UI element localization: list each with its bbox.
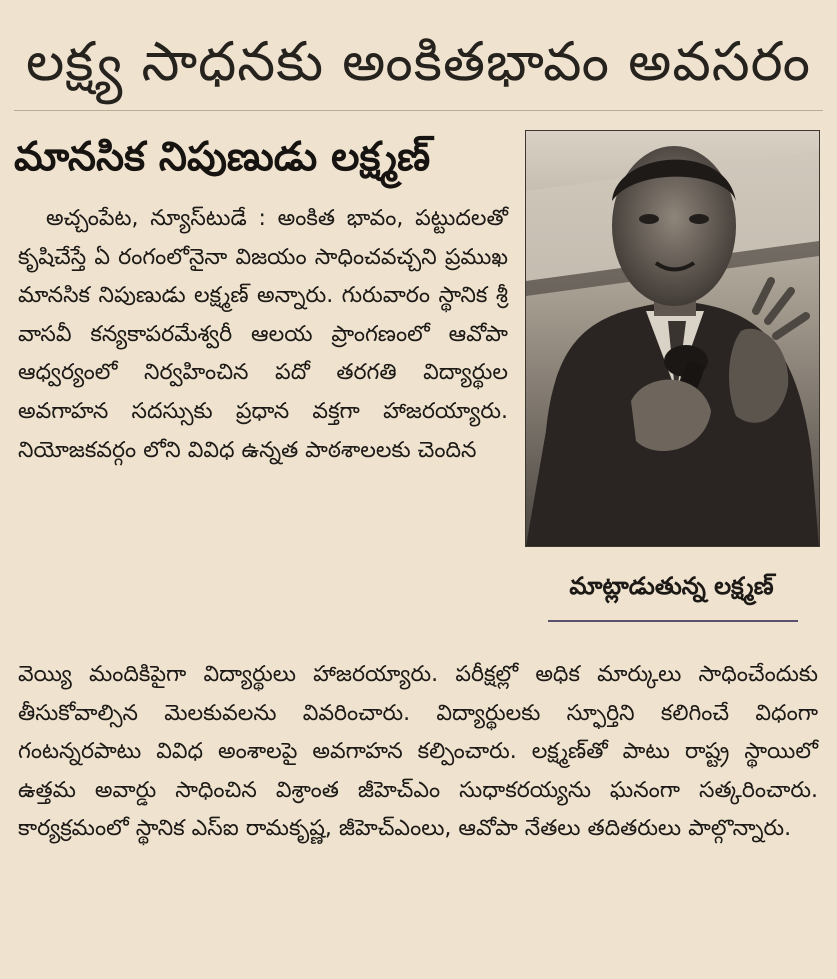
headline: లక్ష్య సాధనకు అంకితభావం అవసరం bbox=[14, 14, 823, 111]
article-body-column bbox=[18, 200, 508, 470]
article-body-top: అచ్చంపేట, న్యూస్‌టుడే : అంకిత భావం, పట్టుదలతో కృషిచేస్తే ఏ రంగంలోనైనా విజయం సాధించవచ్చని ప్రముఖ మానసిక నిపుణుడు లక్ష్మణ్ అన్నారు. గురువారం స్థానిక శ్రీ వాసవీ కన్యకాపరమేశ్వరీ ఆలయ ప్రాంగణంలో ఆవోపా ఆధ్వర్యంలో నిర్వహించిన పదో తరగతి విద్యార్థుల అవగాహన సదస్సుకు ప్రధాన వక్తగా హాజరయ్యారు. నియోజకవర్గం లోని వివిధ ఉన్నత పాఠశాలలకు చెందిన bbox=[18, 206, 508, 463]
caption-divider bbox=[548, 620, 798, 622]
article-body-bottom: వెయ్యి మందికిపైగా విద్యార్థులు హాజరయ్యారు. పరీక్షల్లో అధిక మార్కులు సాధించేందుకు తీసుకోవాల్సిన మెలకువలను వివరించారు. విద్యార్థులకు స్ఫూర్తిని కలిగించే విధంగా గంటన్నరపాటు వివిధ అంశాలపై అవగాహన కల్పించారు. లక్ష్మణ్‌తో పాటు రాష్ట్ర స్థాయిలో ఉత్తమ అవార్డు సాధించిన విశ్రాంత జీహెచ్ఎం సుధాకరయ్యను ఘనంగా సత్కరించారు. కార్యక్రమంలో స్థానిక ఎస్ఐ రామకృష్ణ, జీహెచ్ఎంలు, ఆవోపా నేతలు తదితరులు పాల్గొన్నారు. bbox=[18, 662, 818, 842]
speaker-photo-illustration bbox=[526, 131, 819, 546]
photo-caption: మాట్లాడుతున్న లక్ష్మణ్ bbox=[569, 572, 774, 600]
subheadline: మానసిక నిపుణుడు లక్ష్మణ్ bbox=[14, 134, 431, 180]
article-body-full-width bbox=[18, 656, 818, 849]
speaker-photo bbox=[525, 130, 820, 547]
